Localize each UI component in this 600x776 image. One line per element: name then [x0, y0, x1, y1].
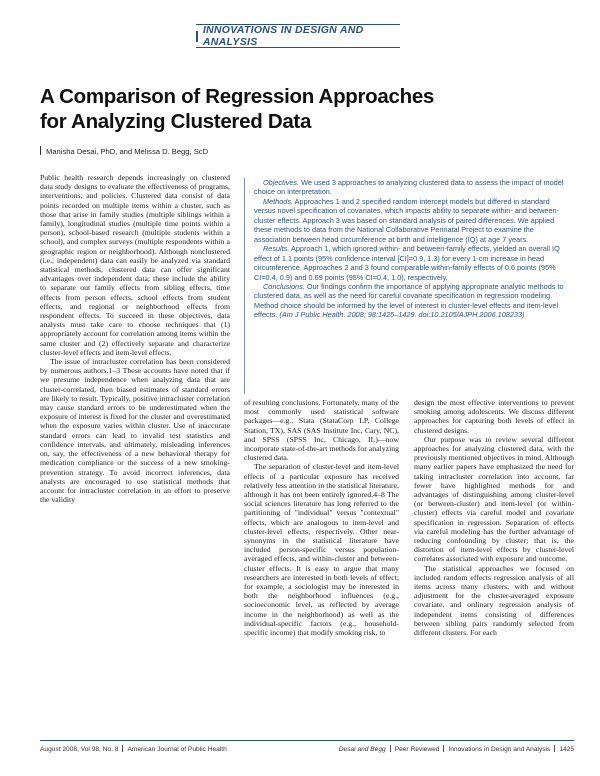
abstract-results [254, 244, 572, 282]
abstract-text: Approach 1, which ignored within- and between-family effects, yielded an overall IQ effect of 1.1 points (95% confidence interval [CI]=0.9, 1.3) for every 1-cm increase in head circumference. Approaches 2 and 3 found comparable within-family effects of 0.6 points (95% CI=0.4, 0.9) and 0.69 points (95% CI=0.4, 1.0), respectively. [254, 244, 560, 282]
body-paragraph: design the most effective interventions to prevent smoking among adolescents. We discuss different approaches for capturing both levels of effect in clustered designs. [414, 398, 574, 435]
page-footer [40, 740, 574, 753]
abstract-text: We used 3 approaches to analyzing clustered data to assess the impact of model choice on interpretation. [254, 178, 564, 197]
authors: Manisha Desai, PhD, and Melissa D. Begg, ScD [46, 147, 209, 156]
section-label: INNOVATIONS IN DESIGN AND ANALYSIS [202, 24, 364, 48]
abstract-conclusions [254, 282, 572, 320]
body-paragraph: The issue of intracluster correlation has been considered by numerous authors.1–3 These accounts have noted that if we presume independence when analyzing data that are cluster-correlated, then biased estimates of standard errors are likely to result. Typically, positive intracluster correlation may cause standard errors to be underestimated when the exposure of interest is fixed for the cluster and overestimated when the exposure varies within cluster. Use of inaccurate standard errors can lead to invalid test statistics and confidence intervals, and ultimately, misleading inferences on, say, the effectiveness of a new behavioral therapy for medication compliance or the success of a new smoking-prevention strategy. To avoid incorrect inferences, data analysts are encouraged to use statistical methods that account for intracluster correlation in an effort to preserve the validity [40, 357, 230, 505]
abstract-heading: Conclusions. [263, 281, 305, 291]
abstract-methods [254, 197, 572, 244]
body-paragraph: The separation of cluster-level and item-level effects of a particular exposure has received relatively less attention in the statistical literature, although it has not been entirely ignored.4–8 The social sciences literature has long referred to the partitioning of "individual" versus "contextual" effects, which are analogous to item-level and cluster-level effects, respectively. Other near-synonyms in the statistical literature have included person-specific versus population-averaged effects, and within-cluster and between-cluster effects. It is easy to argue that many researchers are interested in both levels of effect; for example, a sociologist may be interested in both the neighborhood influences (e.g., socioeconomic level, as reflected by average income in the neighborhood) as well as the individual-specific factors (e.g., household-specific income) that modify smoking risk, to [244, 462, 399, 638]
abstract-text: Approaches 1 and 2 specified random intercept models but differed in standard versus novel specification of covariates, which impacts ability to separate within- and between-cluster effects. Approach 3 was based on standard analysis of paired differences. We applied these methods to data from the National Collaborative Perinatal Project to examine the association between head circumference at birth and intelligence (IQ) at age 7 years. [254, 196, 559, 244]
abstract-heading: Methods. [263, 196, 294, 206]
body-paragraph: of resulting conclusions. Fortunately, many of the most commonly used statistical software packages—e.g., Stata (StataCorp LP, College Station, TX), SAS (SAS Institute Inc, Cary, NC), and SPSS (SPSS Inc, Chicago, IL)—now incorporate state-of-the-art methods for analyzing clustered data. [244, 398, 399, 463]
body-paragraph: The statistical approaches we focused on included random effects regression analysis of all items across many clusters, with and without adjustment for the cluster-averaged exposure covariate, and ordinary regression analysis of independent items consisting of differences between sibling pairs randomly selected from different clusters. For each [414, 563, 574, 638]
abstract-objectives [254, 178, 572, 197]
page-number: 1425 [559, 746, 574, 753]
abstract-text: Our findings confirm the importance of applying appropriate analytic methods to clustered data, as well as the need for careful covariate specification in regression modeling. Method choice should be informed by the level of interest in cluster-level effects and item-level effects. [254, 281, 564, 320]
body-column-2 [244, 398, 399, 637]
footer-right [339, 745, 574, 753]
body-column-3 [414, 398, 574, 637]
footer-section: Innovations in Design and Analysis [448, 746, 551, 753]
abstract-citation: (Am J Public Health. 2008; 98:1425–1429. doi:10.2105/AJPH.2006.108233) [279, 310, 525, 320]
banner-bar [196, 31, 198, 42]
article-title: A Comparison of Regression Approaches for Analyzing Clustered Data [40, 85, 435, 133]
footer-running-head: Desai and Begg [338, 746, 386, 753]
abstract-heading: Objectives. [263, 178, 300, 187]
body-column-1 [40, 173, 230, 504]
section-banner [196, 24, 400, 48]
author-line [40, 146, 208, 156]
abstract-heading: Results. [263, 244, 290, 254]
body-paragraph: Our purpose was to review several different approaches for analyzing clustered data, with the previously mentioned objectives in mind. Although many earlier papers have emphasized the need for taking intracluster correlation into account, far fewer have highlighted methods for and advantages of distinguishing among cluster-level (or between-cluster) and item-level (or within-cluster) effects via careful model and covariate specification in regression. Separation of effects via careful modeling has the further advantage of reducing confounding by cluster; that is, the distortion of item-level effects by cluster-level correlates associated with exposure and outcome. [414, 434, 574, 564]
footer-issue: August 2008, Vol 98, No. 8 [40, 746, 119, 753]
author-bar [40, 146, 41, 155]
body-paragraph: Public health research depends increasingly on clustered data study designs to evaluate the effectiveness of programs, interventions, and policies. Clustered data consist of data points recorded on multiple items within a cluster, such as those that arise in family studies (multiple siblings within a family), longitudinal studies (multiple time points within a person), school-based research (multiple students within a school), and complex surveys (multiple respondents within a geographic region or neighborhood). Although nonclustered (i.e., independent) data can easily be analyzed via standard statistical methods, clustered data can offer significant advantages over independent data; these include the ability to separate out family effects from sibling effects, time effects from person effects, school effects from student effects, and regional or neighborhood effects from respondent effects. To succeed in these objectives, data analysts must take care to choose techniques that (1) appropriately account for correlation among items within the same cluster and (2) effectively separate and characterize cluster-level effects and item-level effects. [40, 173, 230, 357]
footer-review: Peer Reviewed [394, 746, 440, 753]
abstract [244, 178, 572, 394]
footer-left [40, 745, 227, 753]
footer-journal: American Journal of Public Health [127, 746, 227, 753]
